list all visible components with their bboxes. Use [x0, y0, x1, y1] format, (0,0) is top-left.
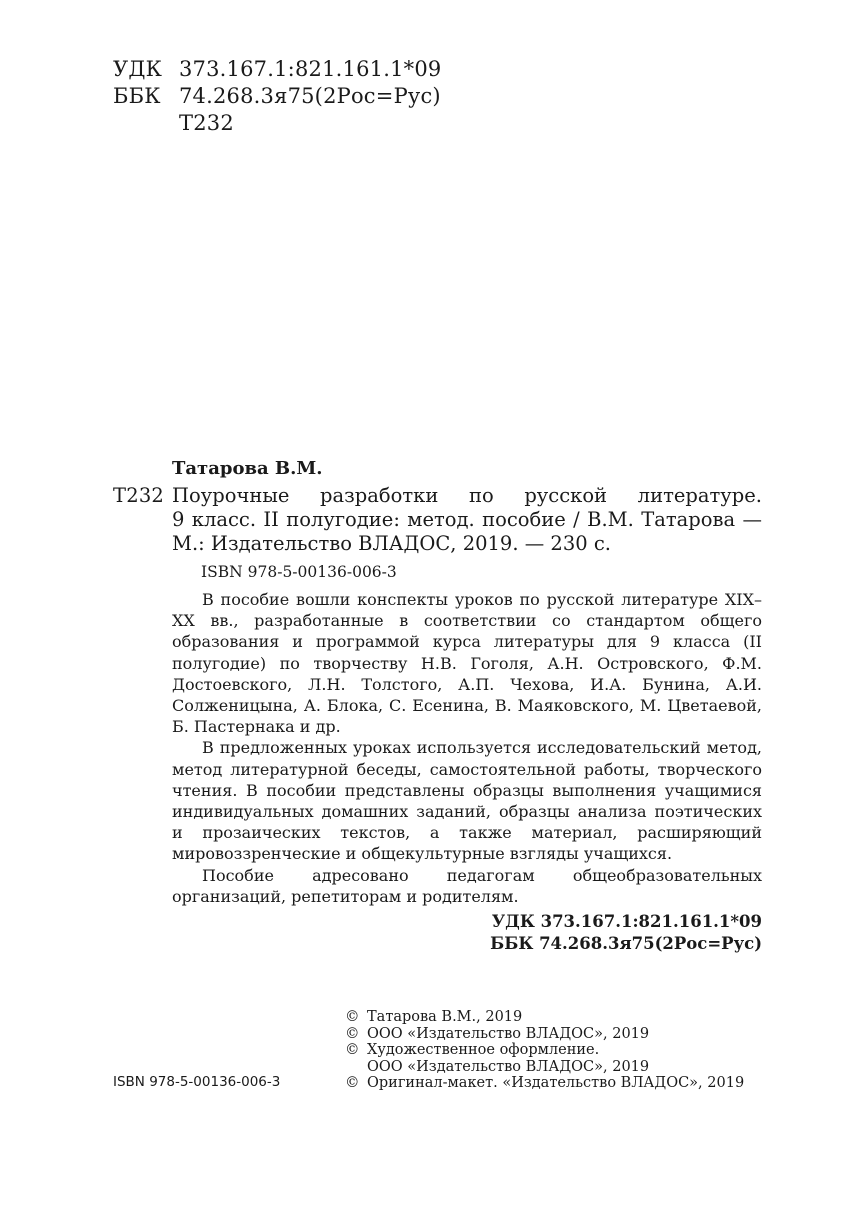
bbk-label: ББК — [113, 84, 161, 108]
author-mark-row — [113, 110, 441, 137]
annotation-paragraph: Пособие адресовано педагогам общеобразовательных организаций, репетиторам и родителям. — [172, 865, 762, 906]
copyright-icon: © — [345, 1075, 360, 1091]
copyright-block — [345, 1009, 744, 1092]
udk-row — [113, 56, 441, 83]
header-codes — [113, 56, 441, 137]
annotation-paragraph: В предложенных уроках используется исследовательский метод, метод литературной беседы, самостоятельной работы, творческого чтения. В пособии представлены образцы выполнения учащимися индивидуальных домашних заданий, образцы анализа поэтических и прозаических текстов, а также материал, расширяющий мировоззренческие и общекультурные взгляды учащихся. — [172, 738, 762, 864]
copyright-line: © ООО «Издательство ВЛАДОС», 2019 — [345, 1025, 650, 1042]
bbk-value: 74.268.3я75(2Рос=Рус) — [179, 84, 441, 108]
annotation-paragraph: В пособие вошли конспекты уроков по русской литературе XIX–XX вв., разработанные в соответствии со стандартом общего образования и программой курса литературы для 9 класса (II полугодие) по творчеству Н.В. Гоголя, А.Н. Островского, Ф.М. Достоевского, Л.Н. Толстого, А.П. Чехова, И.А. Бунина, А.И. Солженицына, А. Блока, С. Есенина, В. Маяковского, М. Цветаевой, Б. Пастернака и др. — [172, 590, 762, 737]
bibliographic-description — [172, 484, 762, 556]
udk-value: 373.167.1:821.161.1*09 — [179, 57, 442, 81]
bib-line-3: М.: Издательство ВЛАДОС, 2019. — 230 с. — [172, 532, 611, 555]
copyright-icon: © — [345, 1009, 360, 1025]
copyright-line: © Оригинал-макет. «Издательство ВЛАДОС», 2019 — [345, 1075, 745, 1091]
copyright-line: © Татарова В.М., 2019 — [345, 1009, 523, 1025]
bbk-full: ББК 74.268.3я75(2Рос=Рус) — [490, 934, 762, 953]
catalog-mark: Т232 — [113, 484, 165, 507]
copyright-line: © Художественное оформление. ООО «Издательство ВЛАДОС», 2019 — [345, 1042, 650, 1075]
bib-line-1: Поурочные разработки по русской литературе. — [172, 484, 762, 507]
copyright-icon: © — [345, 1025, 360, 1042]
footer-isbn: ISBN 978-5-00136-006-3 — [113, 1074, 281, 1090]
classification-codes — [490, 911, 762, 955]
bbk-row — [113, 83, 441, 110]
bib-line-2: 9 класс. II полугодие: метод. пособие / В.М. Татарова — — [172, 508, 762, 531]
annotation — [172, 589, 762, 907]
udk-label: УДК — [113, 57, 163, 81]
author-mark: Т232 — [179, 111, 234, 135]
catalog-isbn: ISBN 978-5-00136-006-3 — [201, 563, 397, 581]
copyright-icon: © — [345, 1042, 360, 1058]
udk-full: УДК 373.167.1:821.161.1*09 — [491, 912, 762, 931]
catalog-author: Татарова В.М. — [172, 458, 323, 479]
